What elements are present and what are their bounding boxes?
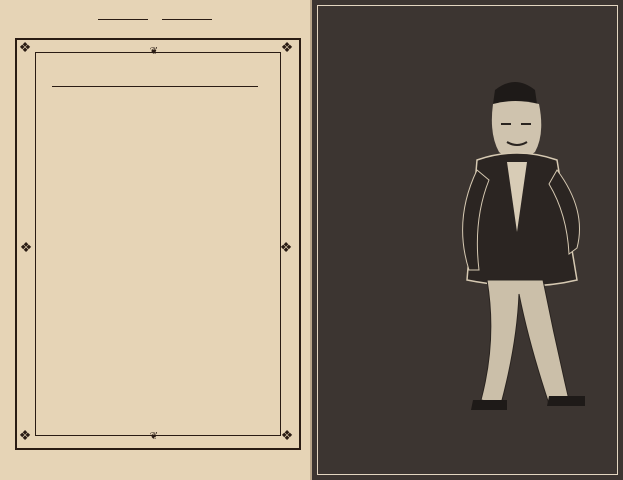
side-ornament-icon: ❖ <box>19 240 33 256</box>
publisher-header <box>0 14 310 25</box>
heading-rule <box>52 86 258 87</box>
trousers-shape <box>481 280 569 404</box>
corner-ornament-icon: ❖ <box>18 428 32 444</box>
corner-ornament-icon: ❖ <box>280 428 294 444</box>
header-rule-left <box>98 19 148 20</box>
ornament-icon: ❦ <box>149 430 161 442</box>
head-shape <box>492 101 541 159</box>
catalogue-frame <box>15 38 301 450</box>
cover-page <box>312 0 623 480</box>
side-ornament-icon: ❖ <box>279 240 293 256</box>
corner-ornament-icon: ❖ <box>18 40 32 56</box>
catalogue-inner-frame <box>35 52 281 436</box>
cap-shape <box>493 82 537 104</box>
ornament-icon: ❦ <box>149 45 161 57</box>
comedian-figure-illustration <box>407 70 607 430</box>
catalogue-page <box>0 0 310 480</box>
header-rule-right <box>162 19 212 20</box>
corner-ornament-icon: ❖ <box>280 40 294 56</box>
succes-band-bottom <box>36 429 274 443</box>
succes-band-top <box>36 44 274 58</box>
